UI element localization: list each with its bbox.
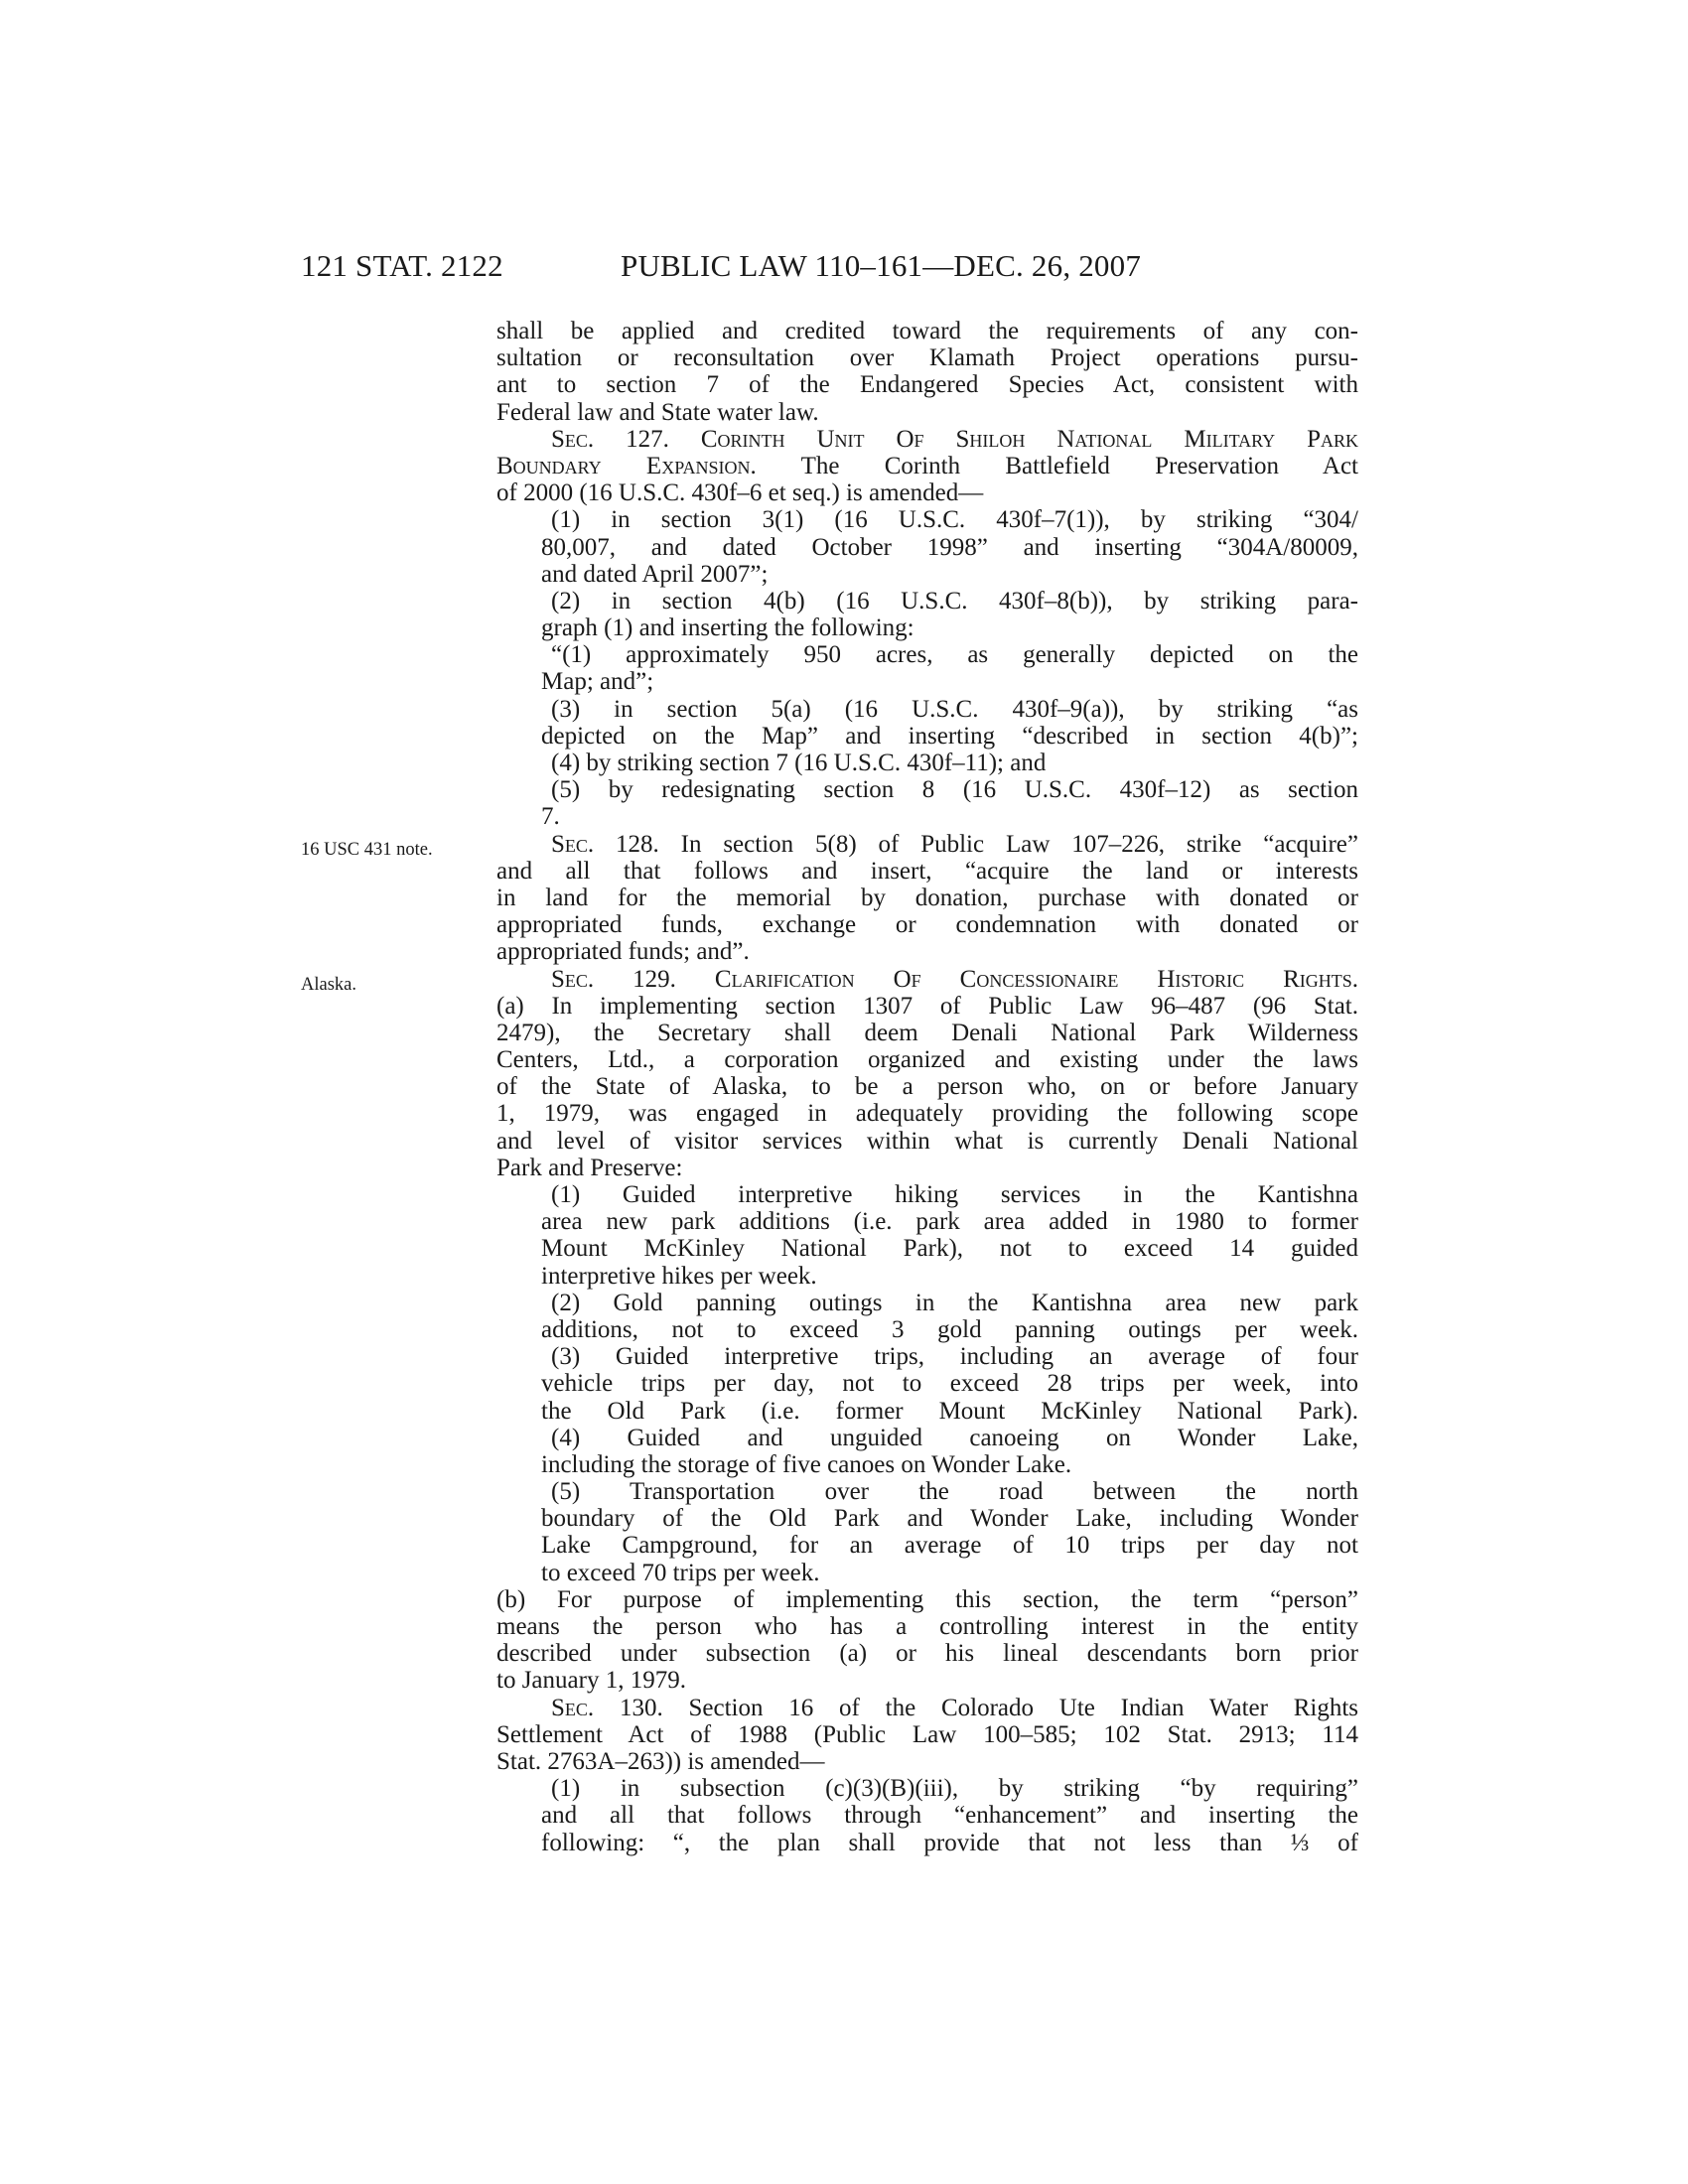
- section-heading-130: Sec. 130. Section 16 of the Colorado Ute Indian Water Rights: [551, 1694, 1359, 1721]
- text-line: (1) in subsection (c)(3)(B)(iii), by striking “by requiring”: [551, 1775, 1358, 1803]
- text-line: 1, 1979, was engaged in adequately providing the following scope: [496, 1100, 1358, 1128]
- section-heading-128: Sec. 128. In section 5(8) of Public Law 107–226, strike “acquire”: [551, 830, 1358, 858]
- stat-page-number: 121 STAT. 2122: [301, 248, 503, 283]
- text-line: (3) Guided interpretive trips, including an average of four: [551, 1343, 1358, 1371]
- text-line: to January 1, 1979.: [496, 1667, 686, 1695]
- section-label: Sec. 127.: [551, 425, 701, 453]
- text-line: “(1) approximately 950 acres, as generally depicted on the: [551, 641, 1358, 669]
- text-line: and all that follows through “enhancement” and inserting the: [541, 1802, 1358, 1830]
- text-line: 80,007, and dated October 1998” and inserting “304A/80009,: [541, 533, 1358, 561]
- text-line: (4) Guided and unguided canoeing on Wonder Lake,: [551, 1424, 1358, 1451]
- text-line: and level of visitor services within what is currently Denali National: [496, 1127, 1358, 1155]
- text-line: interpretive hikes per week.: [541, 1262, 817, 1290]
- text-line: of the State of Alaska, to be a person who, on or before January: [496, 1073, 1358, 1101]
- text-line: Map; and”;: [541, 668, 654, 696]
- margin-note-sec129: Alaska.: [301, 975, 356, 995]
- text-line: ant to section 7 of the Endangered Species Act, consistent with: [496, 371, 1358, 399]
- text-line: shall be applied and credited toward the requirements of any con-: [496, 318, 1358, 344]
- text-line: 7.: [541, 803, 560, 831]
- text-line: sultation or reconsultation over Klamath Project operations pursu-: [496, 344, 1358, 372]
- section-caption: Corinth Unit Of Shiloh National Military Park: [700, 425, 1359, 453]
- text-line: the Old Park (i.e. former Mount McKinley National Park).: [541, 1397, 1358, 1425]
- text-line: Park and Preserve:: [496, 1154, 683, 1181]
- section-label: Sec. 130.: [551, 1694, 689, 1721]
- text-line: Stat. 2763A–263)) is amended—: [496, 1747, 825, 1775]
- text-line: (1) in section 3(1) (16 U.S.C. 430f–7(1)), by striking “304/: [551, 506, 1358, 534]
- text-line: 2479), the Secretary shall deem Denali National Park Wilderness: [496, 1019, 1358, 1046]
- text-line: (4) by striking section 7 (16 U.S.C. 430f–11); and: [551, 750, 1047, 776]
- text-line: (2) in section 4(b) (16 U.S.C. 430f–8(b)), by striking para-: [551, 587, 1358, 614]
- text-line: Boundary Expansion. The Corinth Battlefield Preservation Act: [496, 452, 1359, 479]
- section-heading-129: Sec. 129. Clarification Of Concessionaire Historic Rights.: [551, 965, 1359, 993]
- text-line: Lake Campground, for an average of 10 trips per day not: [541, 1532, 1358, 1560]
- text-line: appropriated funds; and”.: [496, 938, 750, 966]
- text-line: (2) Gold panning outings in the Kantishna area new park: [551, 1289, 1358, 1316]
- section-caption: Clarification Of Concessionaire Historic Rights: [714, 965, 1352, 993]
- text-line: (1) Guided interpretive hiking services in the Kantishna: [551, 1181, 1358, 1208]
- text-line: vehicle trips per day, not to exceed 28 trips per week, into: [541, 1370, 1358, 1398]
- text-line: boundary of the Old Park and Wonder Lake, including Wonder: [541, 1505, 1358, 1533]
- body-text: [496, 318, 1358, 1856]
- text-line: additions, not to exceed 3 gold panning outings per week.: [541, 1315, 1358, 1343]
- text-line: including the storage of five canoes on Wonder Lake.: [541, 1450, 1072, 1478]
- text-line: (5) Transportation over the road between the north: [551, 1478, 1358, 1506]
- text-line: (5) by redesignating section 8 (16 U.S.C. 430f–12) as section: [551, 776, 1358, 804]
- section-caption: Boundary Expansion.: [496, 452, 757, 479]
- text-line: depicted on the Map” and inserting “described in section 4(b)”;: [541, 722, 1358, 750]
- text-line: Federal law and State water law.: [496, 398, 819, 426]
- text-line: Mount McKinley National Park), not to exceed 14 guided: [541, 1235, 1358, 1263]
- text-line: area new park additions (i.e. park area added in 1980 to former: [541, 1208, 1358, 1236]
- running-head-title: PUBLIC LAW 110–161—DEC. 26, 2007: [621, 248, 1142, 283]
- text-line: graph (1) and inserting the following:: [541, 614, 914, 642]
- section-label: Sec. 128.: [551, 830, 681, 858]
- text-line: (a) In implementing section 1307 of Public Law 96–487 (96 Stat.: [496, 992, 1358, 1020]
- section-heading-127: [496, 426, 1358, 453]
- text-line: of 2000 (16 U.S.C. 430f–6 et seq.) is amended—: [496, 479, 984, 507]
- margin-note-sec128: 16 USC 431 note.: [301, 840, 433, 860]
- text-line: and dated April 2007”;: [541, 560, 769, 588]
- text-line: means the person who has a controlling interest in the entity: [496, 1613, 1358, 1640]
- text-line: in land for the memorial by donation, purchase with donated or: [496, 884, 1358, 911]
- text-line: and all that follows and insert, “acquire the land or interests: [496, 857, 1358, 885]
- section-label: Sec. 129.: [551, 965, 715, 993]
- text-line: appropriated funds, exchange or condemnation with donated or: [496, 911, 1358, 939]
- text-line: described under subsection (a) or his lineal descendants born prior: [496, 1640, 1358, 1668]
- text-line: (3) in section 5(a) (16 U.S.C. 430f–9(a)), by striking “as: [551, 695, 1358, 723]
- text-line: (b) For purpose of implementing this section, the term “person”: [496, 1585, 1358, 1613]
- text-line: to exceed 70 trips per week.: [541, 1559, 820, 1586]
- text-line: following: “, the plan shall provide that not less than ⅓ of: [541, 1829, 1358, 1856]
- text-line: Centers, Ltd., a corporation organized and existing under the laws: [496, 1046, 1358, 1074]
- text-line: Settlement Act of 1988 (Public Law 100–585; 102 Stat. 2913; 114: [496, 1720, 1358, 1748]
